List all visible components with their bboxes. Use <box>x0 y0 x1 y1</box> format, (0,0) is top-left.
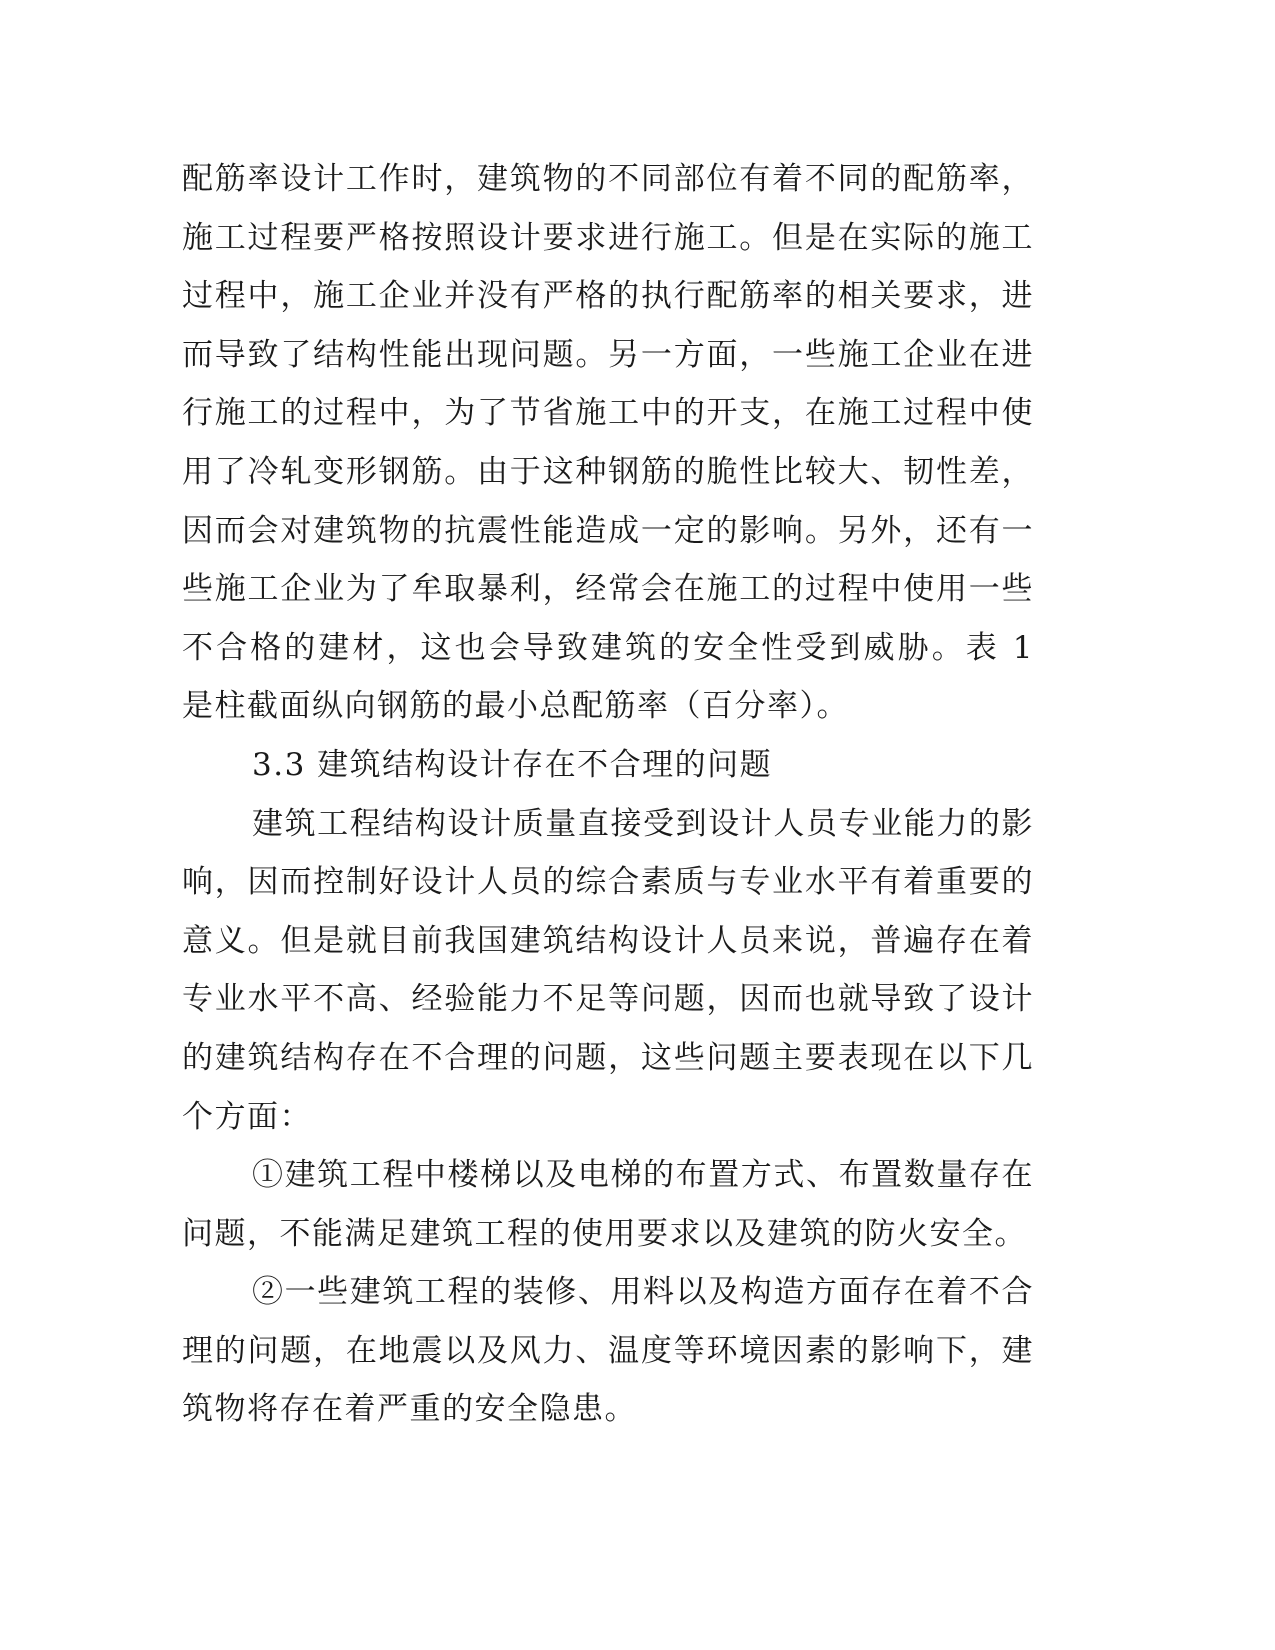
body-paragraph-continued: 配筋率设计工作时，建筑物的不同部位有着不同的配筋率，施工过程要严格按照设计要求进行施工。但是在实际的施工过程中，施工企业并没有严格的执行配筋率的相关要求，进而导致了结构性能出现问题。另一方面，一些施工企业在进行施工的过程中，为了节省施工中的开支，在施工过程中使用了冷轧变形钢筋。由于这种钢筋的脆性比较大、韧性差，因而会对建筑物的抗震性能造成一定的影响。另外，还有一些施工企业为了牟取暴利，经常会在施工的过程中使用一些不合格的建材，这也会导致建筑的安全性受到威胁。表 1 是柱截面纵向钢筋的最小总配筋率（百分率）。 <box>182 161 1034 725</box>
list-item-2: ②一些建筑工程的装修、用料以及构造方面存在着不合理的问题，在地震以及风力、温度等环境因素的影响下，建筑物将存在着严重的安全隐患。 <box>182 1274 1034 1428</box>
section-heading-3-3: 3.3 建筑结构设计存在不合理的问题 <box>252 746 773 783</box>
document-body <box>182 150 1034 1439</box>
body-paragraph: 建筑工程结构设计质量直接受到设计人员专业能力的影响，因而控制好设计人员的综合素质与专业水平有着重要的意义。但是就目前我国建筑结构设计人员来说，普遍存在着专业水平不高、经验能力不足等问题，因而也就导致了设计的建筑结构存在不合理的问题，这些问题主要表现在以下几个方面： <box>182 805 1034 1135</box>
list-item-1: ①建筑工程中楼梯以及电梯的布置方式、布置数量存在问题，不能满足建筑工程的使用要求以及建筑的防火安全。 <box>182 1157 1034 1252</box>
